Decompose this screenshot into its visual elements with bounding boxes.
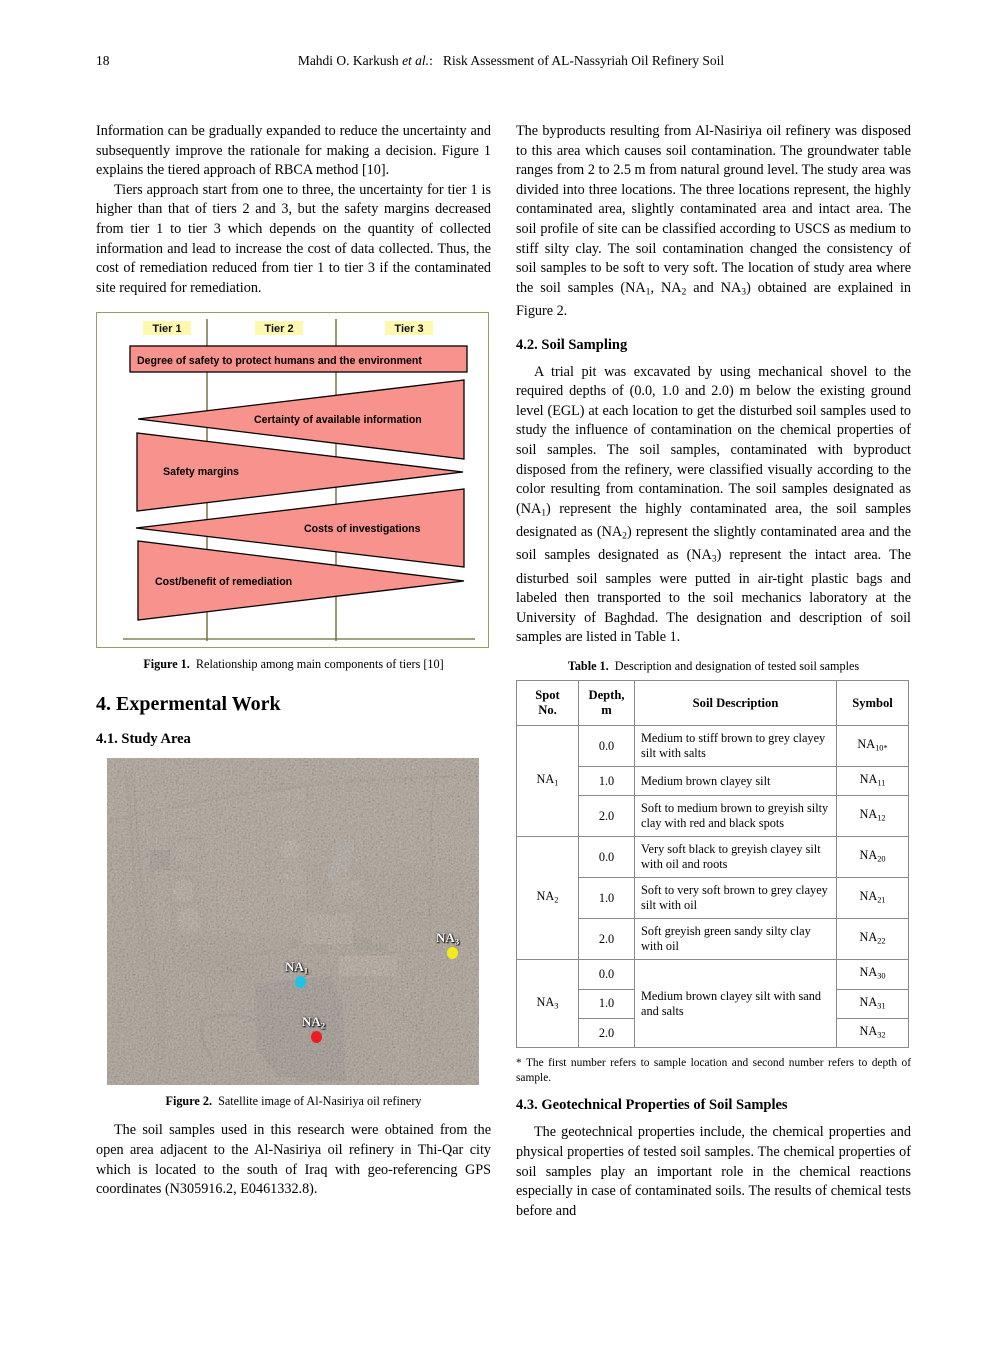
cell-soil-description: Medium to stiff brown to grey clayey silt with salts	[635, 726, 837, 767]
page-number: 18	[96, 53, 110, 68]
cell-symbol: $NA_{20}$	[837, 837, 909, 878]
section-heading-4-3: 4.3. Geotechnical Properties of Soil Samples	[516, 1097, 788, 1114]
paragraph-byproducts-tail-c: ) obtained are explained in Figure 2.	[516, 279, 911, 320]
running-head-paper-title: Risk Assessment of AL-Nassyriah Oil Refinery Soil	[442, 53, 725, 68]
cell-soil-description: Soft to very soft brown to grey clayey silt with oil	[635, 878, 837, 919]
satellite-terrain	[107, 758, 479, 1085]
right-column	[516, 122, 911, 1221]
cell-spot-no: $NA_1$	[517, 726, 579, 837]
cell-symbol: $NA_{21}$	[837, 878, 909, 919]
paragraph-information: Information can be gradually expanded to reduce the uncertainty and subsequently improve the rationale for making a decision. Figure 1 explains the tiered approach of RBCA method [10].	[96, 123, 491, 179]
triangle-costs-investigations-label: Costs of investigations	[304, 523, 421, 536]
table-1-footnote: * The first number refers to sample location and second number refers to depth of sample.	[516, 1057, 911, 1084]
cell-symbol: $NA_{32}$	[837, 1019, 909, 1048]
figure-1-svg	[97, 313, 488, 647]
cell-spot-no: $NA_3$	[517, 960, 579, 1048]
section-heading-4-1: 4.1. Study Area	[96, 731, 191, 748]
section-heading-4-2: 4.2. Soil Sampling	[516, 336, 628, 353]
paragraph-geotechnical-properties: The geotechnical properties include, the chemical properties and physical properties of tested soil samples. The chemical properties of soil samples play an important role in the chemical reactions especially in case of contaminated soils. The results of chemical tests before and	[516, 1124, 911, 1219]
table-header-depth: Depth, m	[579, 681, 635, 726]
triangle-cost-benefit-label: Cost/benefit of remediation	[155, 576, 293, 589]
cell-symbol: $NA_{11}$	[837, 767, 909, 796]
running-head	[96, 52, 896, 70]
table-header-row	[517, 681, 909, 726]
paragraph-trial-pit-d: ) represent the intact area. The disturbed soil samples were putted in air-tight plastic bags and labeled then transported to the soil mechanics laboratory at the University of Baghdad. The designation and description of soil samples are listed in Table 1.	[516, 547, 911, 646]
figure-2-svg	[107, 758, 479, 1085]
cell-spot-no: $NA_2$	[517, 837, 579, 960]
cell-symbol: $NA_{22}$	[837, 919, 909, 960]
cell-symbol: $NA_{10*}$	[837, 726, 909, 767]
degree-of-safety-label: Degree of safety to protect humans and the environment	[137, 355, 422, 368]
cell-depth: 0.0	[579, 960, 635, 989]
figure-2-caption-text: Satellite image of Al-Nasiriya oil refinery	[218, 1094, 422, 1109]
triangle-certainty-label: Certainty of available information	[254, 414, 422, 427]
cell-soil-description: Soft to medium brown to greyish silty clay with red and black spots	[635, 796, 837, 837]
cell-depth: 0.0	[579, 837, 635, 878]
figure-1-caption	[96, 656, 491, 672]
table-row	[517, 837, 909, 878]
figure-1-caption-text: Relationship among main components of tiers [10]	[195, 657, 444, 672]
paragraph-tiers-approach: Tiers approach start from one to three, the uncertainty for tier 1 is higher than that of tiers 2 and 3, but the safety margins decreased from tier 1 to tier 3 which depends on the quantity of collected information and lead to increase the cost of data collected. Thus, the cost of remediation reduced from tier 1 to tier 3 if the contaminated site required for remediation.	[96, 181, 491, 296]
satellite-label-na1: $NA_1$	[285, 959, 309, 976]
figure-2-caption	[96, 1093, 491, 1109]
cell-soil-description: Soft greyish green sandy silty clay with oil	[635, 919, 837, 960]
cell-depth: 1.0	[579, 767, 635, 796]
running-head-etal: et al.	[402, 53, 430, 68]
left-column	[96, 122, 491, 1200]
table-1-caption-text: Description and designation of tested soil samples	[614, 659, 860, 674]
paragraph-byproducts-tail-b: and NA	[686, 279, 742, 296]
cell-depth: 2.0	[579, 796, 635, 837]
tier-2-label: Tier 2	[264, 323, 294, 336]
running-head-colon: :	[429, 53, 433, 68]
figure-1-tiers-diagram	[96, 312, 489, 648]
paragraph-byproducts: The byproducts resulting from Al-Nasiriya oil refinery was disposed to this area which causes soil contamination. The groundwater table ranges from 2 to 2.5 m from natural ground level. The study area was divided into three locations. The three locations represent, the highly contaminated area, slightly contaminated area and intact area. The soil profile of site can be classified according to USCS as medium to stiff silty clay. The soil contamination changed the consistency of soil samples to be soft to very soft. The location of study area where the soil samples ($NA_1$, $NA_2$ and $NA_3$) obtained are explained in Figure 2.	[516, 123, 911, 320]
tier-1-label: Tier 1	[152, 323, 182, 336]
triangle-safety-margins-label: Safety margins	[163, 466, 239, 479]
section-heading-4: 4. Expermental Work	[96, 693, 281, 716]
paragraph-soil-samples-source: The soil samples used in this research were obtained from the open area adjacent to the Al-Nasiriya oil refinery in Thi-Qar city which is located to the south of Iraq with geo-referencing GPS coordinates (N305916.2, E0461332.8).	[96, 1122, 491, 1198]
cell-soil-description: Very soft black to greyish clayey silt with oil and roots	[635, 837, 837, 878]
tier-3-label: Tier 3	[394, 323, 424, 336]
cell-depth: 2.0	[579, 919, 635, 960]
paragraph-trial-pit-a: A trial pit was excavated by using mechanical shovel to the required depths of (0.0, 1.0 and 2.0) m below the existing ground level (EGL) at each location to get the disturbed soil samples used to study the influence of contamination on the chemical properties of soil samples. The soil samples, contaminated with byproduct disposed from the refinery, were classified visually according to the color resulting from contamination. The soil samples designated as (NA	[516, 363, 911, 517]
table-header-soil-description: Soil Description	[635, 681, 837, 726]
satellite-label-na2: $NA_2$	[302, 1014, 326, 1031]
cell-soil-description: Medium brown clayey silt	[635, 767, 837, 796]
figure-1-caption-label: Figure 1.	[143, 657, 190, 672]
running-head-title	[96, 52, 896, 70]
paragraph-byproducts-tail-a: , NA	[650, 279, 682, 296]
cell-symbol: $NA_{31}$	[837, 989, 909, 1018]
table-1-caption	[516, 658, 911, 674]
figure-2-caption-label: Figure 2.	[165, 1094, 212, 1109]
cell-depth: 1.0	[579, 989, 635, 1018]
table-header-symbol: Symbol	[837, 681, 909, 726]
cell-depth: 1.0	[579, 878, 635, 919]
paragraph-trial-pit: A trial pit was excavated by using mechanical shovel to the required depths of (0.0, 1.0 and 2.0) m below the existing ground level (EGL) at each location to get the disturbed soil samples used to study the influence of contamination on the chemical properties of soil samples. The soil samples, contaminated with byproduct disposed from the refinery, were classified visually according to the color resulting from contamination. The soil samples designated as $(NA_1)$ represent the highly contaminated area, the soil samples designated as $(NA_2)$ represent the slightly contaminated area and the soil samples designated as $(NA_3)$ represent the intact area. The disturbed soil samples were putted in air-tight plastic bags and labeled then transported to the soil mechanics laboratory at the University of Baghdad. The designation and description of soil samples are listed in Table 1.	[516, 363, 911, 646]
running-head-authors: Mahdi O. Karkush	[297, 53, 399, 68]
table-1-soil-samples	[516, 680, 909, 1048]
table-1-body	[517, 726, 909, 1048]
cell-soil-description: Medium brown clayey silt with sand and salts	[635, 960, 837, 1048]
cell-symbol: $NA_{12}$	[837, 796, 909, 837]
figure-2-satellite-image	[107, 758, 479, 1085]
cell-depth: 2.0	[579, 1019, 635, 1048]
paragraph-trial-pit-b: ) represent the highly contaminated area, the soil samples designated as (NA	[516, 500, 911, 541]
cell-symbol: $NA_{30}$	[837, 960, 909, 989]
table-row	[517, 960, 909, 989]
table-1-caption-label: Table 1.	[567, 659, 609, 674]
paragraph-byproducts-text: The byproducts resulting from Al-Nasiriya oil refinery was disposed to this area which causes soil contamination. The groundwater table ranges from 2 to 2.5 m from natural ground level. The study area was divided into three locations. The three locations represent, the highly contaminated area, slightly contaminated area and intact area. The soil profile of site can be classified according to USCS as medium to stiff silty clay. The soil contamination changed the consistency of soil samples to be soft to very soft. The location of study area where the soil samples (NA	[516, 123, 911, 296]
paragraph-trial-pit-c: ) represent the slightly contaminated area and the soil samples designated as (NA	[516, 524, 911, 564]
table-row	[517, 726, 909, 767]
table-header-spot-no: Spot No.	[517, 681, 579, 726]
satellite-label-na3: $NA_3$	[436, 930, 460, 947]
cell-depth: 0.0	[579, 726, 635, 767]
